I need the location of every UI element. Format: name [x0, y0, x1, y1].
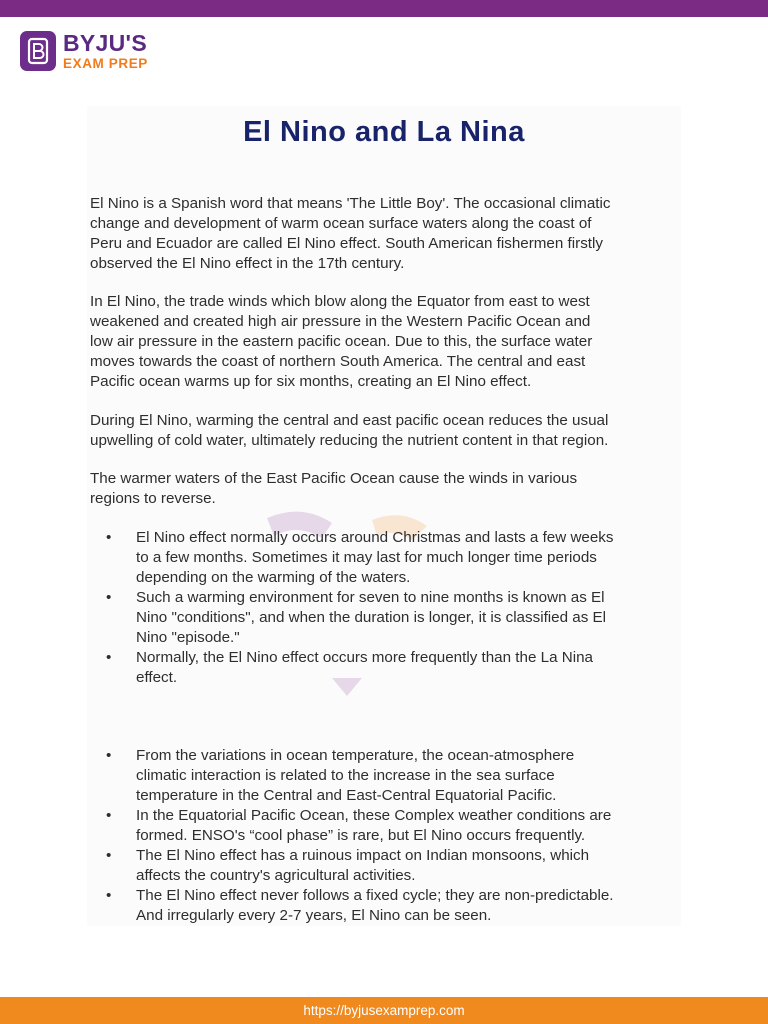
- top-brand-bar: [0, 0, 768, 17]
- byjus-b-icon: [20, 31, 56, 71]
- bullet-dot: •: [106, 589, 112, 606]
- list-item: • The El Nino effect has a ruinous impact on Indian monsoons, which affects the country's agricultural activities.: [106, 847, 590, 884]
- footer-website-link[interactable]: https://byjusexamprep.com: [303, 1003, 465, 1018]
- bullet-list-1: [106, 528, 678, 688]
- list-item: • The El Nino effect never follows a fixed cycle; they are non-predictable. And irregularly every 2-7 years, El Nino can be seen.: [106, 887, 614, 924]
- paragraph-2: In El Nino, the trade winds which blow along the Equator from east to west weakened and created high air pressure in the Western Pacific Ocean and low air pressure in the eastern pacific ocean. Due to this, the surface water moves towards the coast of northern South America. The central and east Pacific ocean warms up for six months, creating an El Nino effect.: [90, 293, 593, 390]
- list-item: • El Nino effect normally occurs around Christmas and lasts a few weeks to a few months. Sometimes it may last for much longer time periods depending on the warming of the waters.: [106, 529, 614, 586]
- paragraph-1: El Nino is a Spanish word that means 'The Little Boy'. The occasional climatic change and development of warm ocean surface waters along the coast of Peru and Ecuador are called El Nino effect. South American fishermen firstly observed the El Nino effect in the 17th century.: [90, 195, 611, 272]
- page-title: El Nino and La Nina: [243, 116, 525, 148]
- footer-bar: [0, 997, 768, 1024]
- logo-subtitle: EXAM PREP: [63, 55, 148, 71]
- logo-name: BYJU'S: [63, 29, 147, 56]
- bullet-list-2: [106, 746, 678, 926]
- byjus-logo: [20, 30, 148, 72]
- list-item: • Such a warming environment for seven to nine months is known as El Nino "conditions", and when the duration is longer, it is classified as El Nino "episode.": [106, 589, 607, 646]
- bullet-dot: •: [106, 747, 112, 764]
- list-item: • In the Equatorial Pacific Ocean, these Complex weather conditions are formed. ENSO's “cool phase” is rare, but El Nino occurs frequently.: [106, 807, 612, 844]
- bullet-dot: •: [106, 529, 112, 546]
- list-item: • Normally, the El Nino effect occurs more frequently than the La Nina effect.: [106, 649, 593, 686]
- paragraph-4: The warmer waters of the East Pacific Ocean cause the winds in various regions to reverse.: [90, 470, 578, 507]
- list-item: • From the variations in ocean temperature, the ocean-atmosphere climatic interaction is related to the increase in the sea surface temperature in the Central and East-Central Equatorial Pacific.: [106, 747, 575, 804]
- bullet-dot: •: [106, 807, 112, 824]
- bullet-dot: •: [106, 847, 112, 864]
- paragraph-3: During El Nino, warming the central and east pacific ocean reduces the usual upwelling of cold water, ultimately reducing the nutrient content in that region.: [90, 412, 609, 449]
- bullet-dot: •: [106, 649, 112, 666]
- bullet-dot: •: [106, 887, 112, 904]
